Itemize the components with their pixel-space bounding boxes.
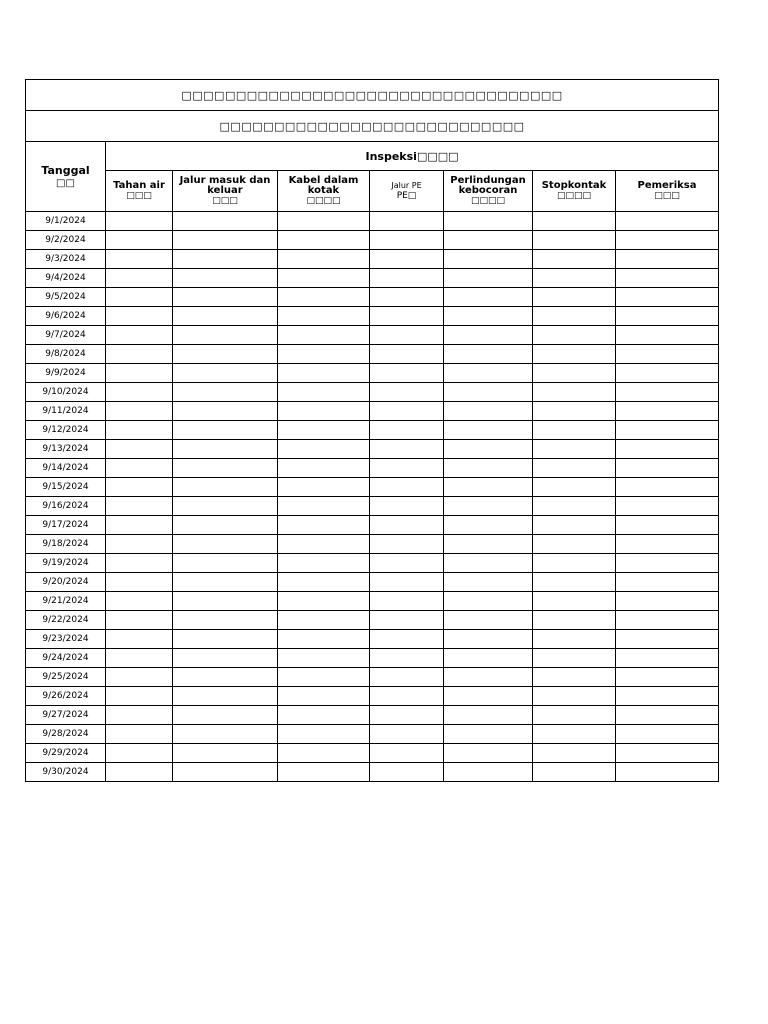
entry-cell[interactable]: [533, 345, 616, 364]
entry-cell[interactable]: [444, 402, 533, 421]
entry-cell[interactable]: [616, 402, 719, 421]
entry-cell[interactable]: [616, 250, 719, 269]
entry-cell[interactable]: [278, 459, 370, 478]
entry-cell[interactable]: [370, 497, 444, 516]
table-row: [26, 440, 719, 459]
entry-cell[interactable]: [533, 535, 616, 554]
col-tahan-air: [106, 171, 173, 212]
entry-cell[interactable]: [444, 478, 533, 497]
date-header-sub: □□: [56, 177, 75, 189]
col-sub: □□□□: [556, 190, 591, 201]
entry-cell[interactable]: [106, 288, 173, 307]
col-label: Perlindungan kebocoran: [450, 174, 526, 196]
entry-cell[interactable]: [444, 421, 533, 440]
entry-cell[interactable]: [616, 687, 719, 706]
entry-cell[interactable]: [278, 687, 370, 706]
entry-cell[interactable]: [533, 725, 616, 744]
entry-cell[interactable]: [278, 250, 370, 269]
entry-cell[interactable]: [616, 497, 719, 516]
entry-cell[interactable]: [616, 421, 719, 440]
entry-cell[interactable]: [370, 383, 444, 402]
table-row: [26, 421, 719, 440]
title-line-1: □□□□□□□□□□□□□□□□□□□□□□□□□□□□□□□□□□□: [26, 80, 719, 111]
entry-cell[interactable]: [370, 668, 444, 687]
entry-cell[interactable]: [444, 649, 533, 668]
table-row: [26, 630, 719, 649]
entry-cell[interactable]: [278, 725, 370, 744]
table-row: [26, 383, 719, 402]
date-cell: 9/3/2024: [26, 250, 106, 269]
date-cell: 9/21/2024: [26, 592, 106, 611]
entry-cell[interactable]: [278, 744, 370, 763]
entry-cell[interactable]: [106, 497, 173, 516]
entry-cell[interactable]: [370, 516, 444, 535]
entry-cell[interactable]: [444, 231, 533, 250]
entry-cell[interactable]: [278, 573, 370, 592]
entry-cell[interactable]: [616, 326, 719, 345]
entry-cell[interactable]: [106, 250, 173, 269]
col-pemeriksa: [616, 171, 719, 212]
entry-cell[interactable]: [533, 459, 616, 478]
date-cell: 9/16/2024: [26, 497, 106, 516]
entry-cell[interactable]: [444, 345, 533, 364]
entry-cell[interactable]: [444, 630, 533, 649]
inspection-group-header: Inspeksi□□□□: [106, 142, 719, 171]
table-row: [26, 402, 719, 421]
entry-cell[interactable]: [106, 459, 173, 478]
entry-cell[interactable]: [370, 478, 444, 497]
entry-cell[interactable]: [370, 630, 444, 649]
entry-cell[interactable]: [616, 668, 719, 687]
col-label: Jalur masuk dan keluar: [179, 174, 271, 196]
entry-cell[interactable]: [106, 573, 173, 592]
entry-cell[interactable]: [106, 345, 173, 364]
col-label: Jalur PE: [391, 180, 422, 190]
entry-cell[interactable]: [533, 231, 616, 250]
col-stopkontak: [533, 171, 616, 212]
table-row: [26, 763, 719, 782]
entry-cell[interactable]: [444, 459, 533, 478]
date-cell: 9/18/2024: [26, 535, 106, 554]
entry-cell[interactable]: [106, 516, 173, 535]
date-cell: 9/22/2024: [26, 611, 106, 630]
entry-cell[interactable]: [278, 497, 370, 516]
entry-cell[interactable]: [278, 649, 370, 668]
entry-cell[interactable]: [616, 573, 719, 592]
table-row: [26, 554, 719, 573]
entry-cell[interactable]: [616, 516, 719, 535]
entry-cell[interactable]: [370, 592, 444, 611]
table-row: [26, 307, 719, 326]
table-row: [26, 573, 719, 592]
entry-cell[interactable]: [533, 706, 616, 725]
entry-cell[interactable]: [106, 744, 173, 763]
entry-cell[interactable]: [444, 687, 533, 706]
entry-cell[interactable]: [173, 269, 278, 288]
entry-cell[interactable]: [444, 288, 533, 307]
entry-cell[interactable]: [444, 364, 533, 383]
entry-cell[interactable]: [533, 212, 616, 231]
entry-cell[interactable]: [370, 573, 444, 592]
entry-cell[interactable]: [278, 554, 370, 573]
entry-cell[interactable]: [278, 668, 370, 687]
entry-cell[interactable]: [173, 611, 278, 630]
title-line-2: □□□□□□□□□□□□□□□□□□□□□□□□□□□□: [26, 111, 719, 142]
table-row: [26, 212, 719, 231]
entry-cell[interactable]: [444, 725, 533, 744]
entry-cell[interactable]: [278, 630, 370, 649]
entry-cell[interactable]: [616, 440, 719, 459]
date-cell: 9/10/2024: [26, 383, 106, 402]
entry-cell[interactable]: [173, 554, 278, 573]
entry-cell[interactable]: [370, 402, 444, 421]
entry-cell[interactable]: [533, 592, 616, 611]
table-row: [26, 459, 719, 478]
entry-cell[interactable]: [278, 231, 370, 250]
date-cell: 9/19/2024: [26, 554, 106, 573]
entry-cell[interactable]: [106, 535, 173, 554]
entry-cell[interactable]: [106, 725, 173, 744]
entry-cell[interactable]: [173, 535, 278, 554]
col-perlindungan-kebocoran: [444, 171, 533, 212]
entry-cell[interactable]: [370, 326, 444, 345]
col-jalur-pe: [370, 171, 444, 212]
entry-cell[interactable]: [616, 459, 719, 478]
entry-cell[interactable]: [173, 516, 278, 535]
entry-cell[interactable]: [106, 402, 173, 421]
table-row: [26, 478, 719, 497]
entry-cell[interactable]: [173, 345, 278, 364]
entry-cell[interactable]: [533, 383, 616, 402]
table-row: [26, 744, 719, 763]
date-cell: 9/26/2024: [26, 687, 106, 706]
entry-cell[interactable]: [173, 573, 278, 592]
col-label: Stopkontak: [541, 179, 607, 191]
entry-cell[interactable]: [106, 630, 173, 649]
date-cell: 9/6/2024: [26, 307, 106, 326]
entry-cell[interactable]: [173, 307, 278, 326]
entry-cell[interactable]: [533, 326, 616, 345]
entry-cell[interactable]: [173, 478, 278, 497]
entry-cell[interactable]: [278, 345, 370, 364]
entry-cell[interactable]: [616, 763, 719, 782]
col-sub: □□□: [212, 195, 238, 206]
table-row: [26, 231, 719, 250]
entry-cell[interactable]: [173, 459, 278, 478]
entry-cell[interactable]: [444, 212, 533, 231]
date-cell: 9/15/2024: [26, 478, 106, 497]
entry-cell[interactable]: [370, 725, 444, 744]
entry-cell[interactable]: [444, 440, 533, 459]
entry-cell[interactable]: [106, 649, 173, 668]
entry-cell[interactable]: [173, 212, 278, 231]
entry-cell[interactable]: [106, 231, 173, 250]
entry-cell[interactable]: [106, 554, 173, 573]
entry-cell[interactable]: [533, 307, 616, 326]
col-label: Tahan air: [113, 179, 165, 191]
date-cell: 9/13/2024: [26, 440, 106, 459]
entry-cell[interactable]: [106, 364, 173, 383]
entry-cell[interactable]: [533, 611, 616, 630]
table-row: [26, 592, 719, 611]
entry-cell[interactable]: [616, 383, 719, 402]
entry-cell[interactable]: [616, 554, 719, 573]
entry-cell[interactable]: [278, 763, 370, 782]
entry-cell[interactable]: [106, 383, 173, 402]
entry-cell[interactable]: [106, 269, 173, 288]
date-cell: 9/25/2024: [26, 668, 106, 687]
entry-cell[interactable]: [616, 288, 719, 307]
entry-cell[interactable]: [173, 687, 278, 706]
entry-cell[interactable]: [616, 269, 719, 288]
entry-cell[interactable]: [370, 687, 444, 706]
entry-cell[interactable]: [370, 364, 444, 383]
entry-cell[interactable]: [616, 706, 719, 725]
entry-cell[interactable]: [616, 364, 719, 383]
entry-cell[interactable]: [533, 269, 616, 288]
entry-cell[interactable]: [370, 345, 444, 364]
entry-cell[interactable]: [444, 326, 533, 345]
date-cell: 9/28/2024: [26, 725, 106, 744]
date-header: [26, 142, 106, 212]
entry-cell[interactable]: [173, 668, 278, 687]
entry-cell[interactable]: [533, 402, 616, 421]
entry-cell[interactable]: [173, 326, 278, 345]
entry-cell[interactable]: [533, 364, 616, 383]
entry-cell[interactable]: [278, 516, 370, 535]
entry-cell[interactable]: [278, 421, 370, 440]
entry-cell[interactable]: [444, 668, 533, 687]
entry-cell[interactable]: [533, 668, 616, 687]
entry-cell[interactable]: [173, 231, 278, 250]
date-cell: 9/2/2024: [26, 231, 106, 250]
entry-cell[interactable]: [173, 592, 278, 611]
date-cell: 9/14/2024: [26, 459, 106, 478]
entry-cell[interactable]: [370, 535, 444, 554]
entry-cell[interactable]: [106, 440, 173, 459]
entry-cell[interactable]: [106, 212, 173, 231]
date-cell: 9/9/2024: [26, 364, 106, 383]
col-sub: □□□□: [306, 195, 341, 206]
entry-cell[interactable]: [370, 440, 444, 459]
entry-cell[interactable]: [278, 535, 370, 554]
col-label: Pemeriksa: [637, 179, 697, 191]
date-cell: 9/11/2024: [26, 402, 106, 421]
entry-cell[interactable]: [370, 649, 444, 668]
entry-cell[interactable]: [444, 497, 533, 516]
entry-cell[interactable]: [444, 554, 533, 573]
entry-cell[interactable]: [616, 307, 719, 326]
entry-cell[interactable]: [616, 212, 719, 231]
entry-cell[interactable]: [533, 630, 616, 649]
entry-cell[interactable]: [444, 592, 533, 611]
entry-cell[interactable]: [278, 326, 370, 345]
entry-cell[interactable]: [173, 725, 278, 744]
entry-cell[interactable]: [533, 250, 616, 269]
date-cell: 9/24/2024: [26, 649, 106, 668]
entry-cell[interactable]: [370, 611, 444, 630]
col-kabel-dalam-kotak: [278, 171, 370, 212]
entry-cell[interactable]: [444, 611, 533, 630]
entry-cell[interactable]: [616, 744, 719, 763]
entry-cell[interactable]: [106, 421, 173, 440]
date-cell: 9/8/2024: [26, 345, 106, 364]
entry-cell[interactable]: [616, 611, 719, 630]
entry-cell[interactable]: [278, 592, 370, 611]
entry-cell[interactable]: [370, 554, 444, 573]
entry-cell[interactable]: [278, 706, 370, 725]
date-cell: 9/12/2024: [26, 421, 106, 440]
entry-cell[interactable]: [533, 421, 616, 440]
entry-cell[interactable]: [173, 744, 278, 763]
table-row: [26, 516, 719, 535]
entry-cell[interactable]: [370, 212, 444, 231]
entry-cell[interactable]: [106, 611, 173, 630]
entry-cell[interactable]: [370, 250, 444, 269]
entry-cell[interactable]: [278, 440, 370, 459]
entry-cell[interactable]: [616, 725, 719, 744]
table-row: [26, 250, 719, 269]
date-cell: 9/5/2024: [26, 288, 106, 307]
table-row: [26, 326, 719, 345]
entry-cell[interactable]: [173, 630, 278, 649]
table-row: [26, 288, 719, 307]
entry-cell[interactable]: [173, 421, 278, 440]
entry-cell[interactable]: [616, 649, 719, 668]
table-body: [26, 212, 719, 782]
entry-cell[interactable]: [278, 269, 370, 288]
table-row: [26, 668, 719, 687]
entry-cell[interactable]: [278, 307, 370, 326]
entry-cell[interactable]: [370, 706, 444, 725]
date-cell: 9/29/2024: [26, 744, 106, 763]
col-sub: □□□: [654, 190, 680, 201]
entry-cell[interactable]: [173, 402, 278, 421]
entry-cell[interactable]: [616, 630, 719, 649]
entry-cell[interactable]: [106, 478, 173, 497]
entry-cell[interactable]: [106, 668, 173, 687]
date-cell: 9/17/2024: [26, 516, 106, 535]
entry-cell[interactable]: [533, 478, 616, 497]
entry-cell[interactable]: [444, 763, 533, 782]
entry-cell[interactable]: [533, 516, 616, 535]
entry-cell[interactable]: [616, 478, 719, 497]
inspection-table: [25, 79, 719, 782]
entry-cell[interactable]: [444, 307, 533, 326]
entry-cell[interactable]: [173, 440, 278, 459]
entry-cell[interactable]: [370, 269, 444, 288]
entry-cell[interactable]: [370, 307, 444, 326]
entry-cell[interactable]: [278, 212, 370, 231]
col-label: Kabel dalam kotak: [288, 174, 359, 196]
entry-cell[interactable]: [106, 326, 173, 345]
entry-cell[interactable]: [533, 554, 616, 573]
entry-cell[interactable]: [370, 459, 444, 478]
entry-cell[interactable]: [444, 744, 533, 763]
date-cell: 9/27/2024: [26, 706, 106, 725]
table-row: [26, 497, 719, 516]
date-cell: 9/23/2024: [26, 630, 106, 649]
date-cell: 9/4/2024: [26, 269, 106, 288]
date-cell: 9/7/2024: [26, 326, 106, 345]
table-row: [26, 364, 719, 383]
entry-cell[interactable]: [173, 649, 278, 668]
entry-cell[interactable]: [106, 307, 173, 326]
entry-cell[interactable]: [533, 440, 616, 459]
col-sub: □□□: [126, 190, 152, 201]
entry-cell[interactable]: [444, 250, 533, 269]
entry-cell[interactable]: [444, 516, 533, 535]
table-row: [26, 345, 719, 364]
col-sub: PE□: [396, 190, 417, 201]
entry-cell[interactable]: [106, 763, 173, 782]
date-cell: 9/30/2024: [26, 763, 106, 782]
entry-cell[interactable]: [370, 744, 444, 763]
entry-cell[interactable]: [278, 364, 370, 383]
entry-cell[interactable]: [278, 383, 370, 402]
entry-cell[interactable]: [370, 231, 444, 250]
table-row: [26, 687, 719, 706]
entry-cell[interactable]: [533, 744, 616, 763]
entry-cell[interactable]: [278, 402, 370, 421]
table-row: [26, 611, 719, 630]
col-sub: □□□□: [470, 195, 505, 206]
date-cell: 9/1/2024: [26, 212, 106, 231]
entry-cell[interactable]: [444, 706, 533, 725]
entry-cell[interactable]: [278, 478, 370, 497]
date-cell: 9/20/2024: [26, 573, 106, 592]
table-row: [26, 269, 719, 288]
entry-cell[interactable]: [616, 231, 719, 250]
entry-cell[interactable]: [533, 497, 616, 516]
entry-cell[interactable]: [278, 611, 370, 630]
entry-cell[interactable]: [533, 687, 616, 706]
entry-cell[interactable]: [444, 573, 533, 592]
entry-cell[interactable]: [616, 535, 719, 554]
entry-cell[interactable]: [616, 345, 719, 364]
entry-cell[interactable]: [106, 706, 173, 725]
entry-cell[interactable]: [444, 535, 533, 554]
entry-cell[interactable]: [533, 288, 616, 307]
table-row: [26, 725, 719, 744]
entry-cell[interactable]: [370, 288, 444, 307]
entry-cell[interactable]: [106, 592, 173, 611]
entry-cell[interactable]: [278, 288, 370, 307]
entry-cell[interactable]: [173, 706, 278, 725]
entry-cell[interactable]: [173, 383, 278, 402]
entry-cell[interactable]: [616, 592, 719, 611]
date-header-label: Tanggal: [41, 163, 90, 177]
entry-cell[interactable]: [173, 497, 278, 516]
entry-cell[interactable]: [370, 421, 444, 440]
entry-cell[interactable]: [533, 649, 616, 668]
entry-cell[interactable]: [173, 763, 278, 782]
table-row: [26, 535, 719, 554]
table-row: [26, 706, 719, 725]
entry-cell[interactable]: [173, 364, 278, 383]
entry-cell[interactable]: [444, 269, 533, 288]
entry-cell[interactable]: [533, 763, 616, 782]
col-jalur-masuk-keluar: [173, 171, 278, 212]
entry-cell[interactable]: [173, 288, 278, 307]
entry-cell[interactable]: [173, 250, 278, 269]
entry-cell[interactable]: [444, 383, 533, 402]
entry-cell[interactable]: [533, 573, 616, 592]
entry-cell[interactable]: [106, 687, 173, 706]
entry-cell[interactable]: [370, 763, 444, 782]
table-row: [26, 649, 719, 668]
